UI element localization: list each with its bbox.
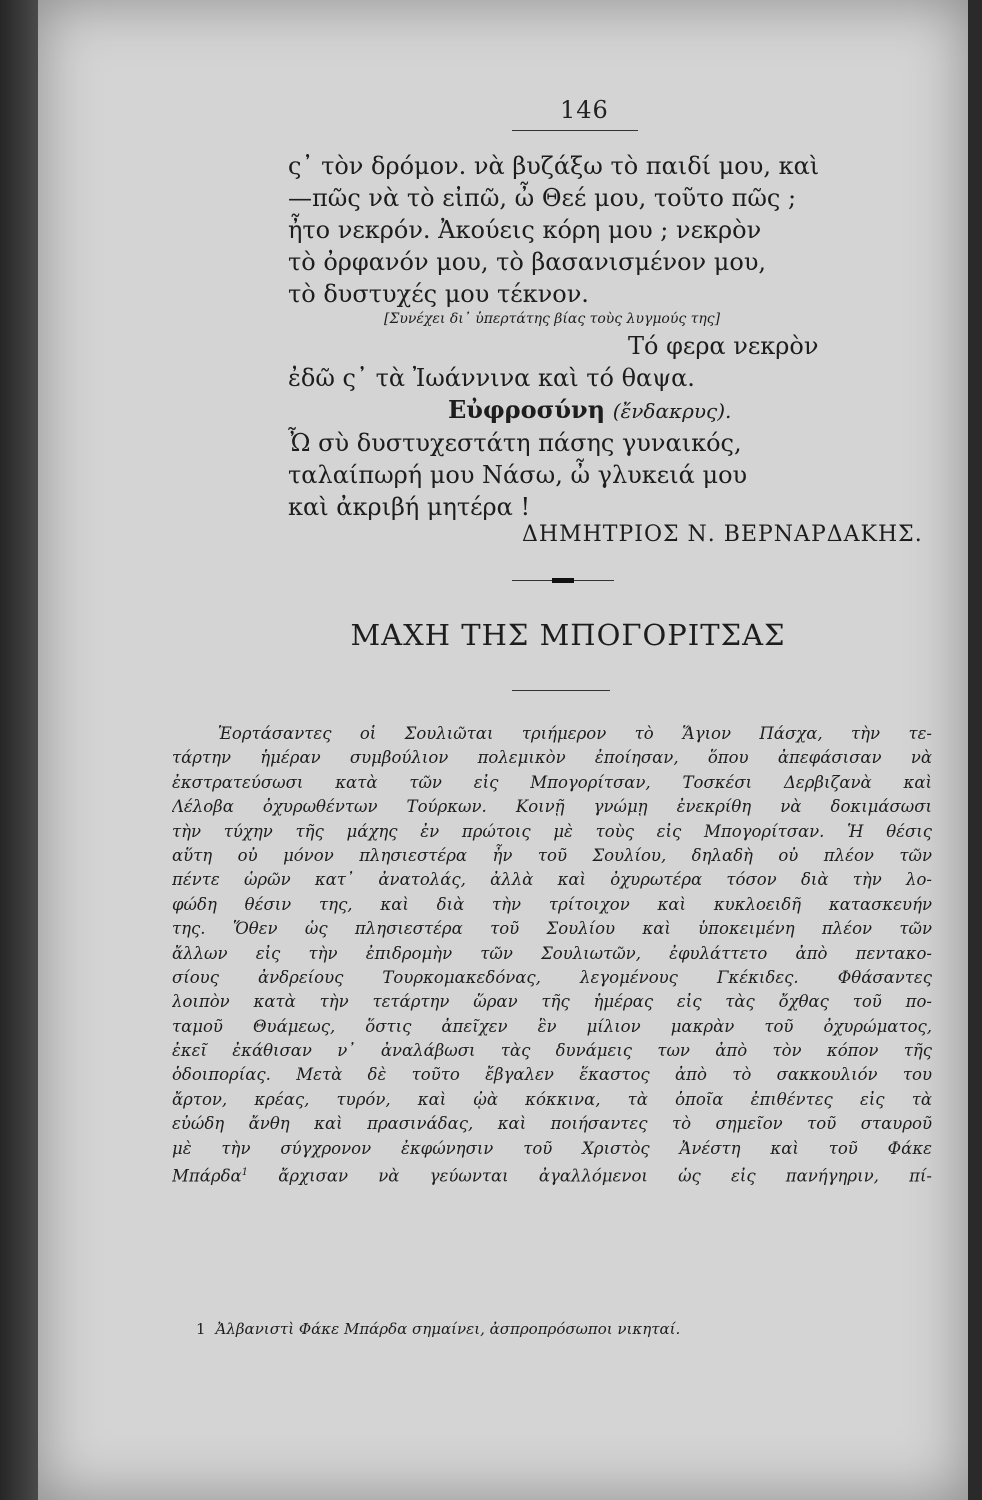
prose-line: ὁδοιπορίας. Μετὰ δὲ τοῦτο ἔβγαλεν ἕκαστος ἀπὸ τὸ σακκουλιόν του bbox=[172, 1065, 932, 1085]
speaker-name: Εὐφροσύνη bbox=[448, 395, 606, 424]
verse-line: ς᾽ τὸν δρόμον. νὰ βυζάξω τὸ παιδί μου, καὶ bbox=[288, 152, 820, 180]
prose-line: της. Ὅθεν ὡς πλησιεστέρα τοῦ Σουλίου καὶ ὑποκειμένη πλέον τῶν bbox=[172, 919, 932, 939]
prose-line: τάρτην ἡμέραν συμβούλιον πολεμικὸν ἐποίησαν, ὅπου ἀπεφάσισαν νὰ bbox=[172, 748, 932, 768]
page-left-shadow bbox=[0, 0, 38, 1500]
speaker-direction: (ἔνδακρυς). bbox=[612, 399, 732, 423]
verse-line-indented: Τό φερα νεκρὸν bbox=[628, 332, 819, 360]
page-number: 146 bbox=[560, 96, 609, 124]
ornament-bar bbox=[552, 578, 574, 583]
prose-line-last bbox=[172, 1161, 932, 1185]
prose-line: ἐκεῖ ἐκάθισαν ν᾽ ἀναλάβωσι τὰς δυνάμεις των ἀπὸ τὸν κόπον τῆς bbox=[172, 1041, 932, 1061]
verse-line: τὸ δυστυχές μου τέκνον. bbox=[288, 280, 589, 308]
title-underline bbox=[512, 690, 610, 691]
header-rule bbox=[512, 130, 638, 131]
footnote bbox=[196, 1320, 896, 1338]
verse-line: καὶ ἀκριβή μητέρα ! bbox=[288, 493, 531, 521]
footnote-reference[interactable]: 1 bbox=[241, 1167, 249, 1179]
verse-line: τὸ ὀρφανόν μου, τὸ βασανισμένον μου, bbox=[288, 248, 767, 276]
prose-emphasis: Μπάρδα bbox=[172, 1166, 242, 1186]
verse-line: ἐδῶ ς᾽ τὰ Ἰωάννινα καὶ τό θαψα. bbox=[288, 364, 695, 392]
prose-line: πέντε ὡρῶν κατ᾽ ἀνατολάς, ἀλλὰ καὶ ὀχυρωτέρα τόσον διὰ τὴν λο- bbox=[172, 870, 932, 890]
prose-line: Λέλοβα ὀχυρωθέντων Τούρκων. Κοινῇ γνώμῃ ἐνεκρίθη νὰ δοκιμάσωσι bbox=[172, 797, 932, 817]
footnote-number: 1 bbox=[196, 1320, 206, 1338]
prose-line: ταμοῦ Θυάμεως, ὅστις ἀπεῖχεν ἓν μίλιον μακρὰν τοῦ ὀχυρώματος, bbox=[172, 1016, 932, 1036]
prose-line: ἐκστρατεύσωσι κατὰ τῶν εἰς Μπογορίτσαν, Τοσκέσι Δερβιζανὰ καὶ bbox=[172, 772, 932, 792]
prose-line: ἄρτον, κρέας, τυρόν, καὶ ᾠὰ κόκκινα, τὰ ὁποῖα ἐπιθέντες εἰς τὰ bbox=[172, 1089, 932, 1109]
prose-line: φώδη θέσιν της, καὶ διὰ τὴν τρίτοιχον καὶ κυκλοειδῆ κατασκευήν bbox=[172, 894, 932, 914]
section-divider-ornament bbox=[512, 578, 614, 584]
verse-line: Ὦ σὺ δυστυχεστάτη πάσης γυναικός, bbox=[288, 429, 742, 457]
prose-line: τὴν τύχην τῆς μάχης ἐν πρώτοις μὲ τοὺς εἰς Μπογορίτσαν. Ἡ θέσις bbox=[172, 821, 932, 841]
prose-text: ἄρχισαν νὰ γεύωνται ἀγαλλόμενοι ὡς εἰς πανήγηριν, πί- bbox=[248, 1166, 932, 1186]
stage-direction: [Συνέχει δι᾽ ὑπερτάτης βίας τοὺς λυγμούς της] bbox=[384, 311, 721, 327]
verse-line: ταλαίπωρή μου Νάσω, ὦ γλυκειά μου bbox=[288, 461, 748, 489]
prose-line: μὲ τὴν σύγχρονον ἐκφώνησιν τοῦ Χριστὸς Ἀνέστη καὶ τοῦ Φάκε bbox=[172, 1138, 932, 1158]
prose-block bbox=[172, 722, 932, 1185]
section-title: ΜΑΧΗ ΤΗΣ ΜΠΟΓΟΡΙΤΣΑΣ bbox=[350, 618, 786, 652]
verse-line: ἦτο νεκρόν. Ἀκούεις κόρη μου ; νεκρὸν bbox=[288, 216, 762, 244]
prose-line: εὐώδη ἄνθη καὶ πρασινάδας, καὶ ποιήσαντες τὸ σημεῖον τοῦ σταυροῦ bbox=[172, 1114, 932, 1134]
speaker-line bbox=[288, 394, 848, 427]
page-right-edge bbox=[968, 0, 982, 1500]
prose-line: Ἑορτάσαντες οἱ Σουλιῶται τριήμερον τὸ Ἅγιον Πάσχα, τὴν τε- bbox=[218, 724, 932, 743]
prose-line: λοιπὸν κατὰ τὴν τετάρτην ὥραν τῆς ἡμέρας εἰς τὰς ὄχθας τοῦ πο- bbox=[172, 992, 932, 1012]
footnote-text: Ἀλβανιστὶ Φάκε Μπάρδα σημαίνει, ἀσπροπρόσωποι νικηταί. bbox=[215, 1320, 681, 1338]
verse-block bbox=[288, 150, 848, 523]
prose-line: ἄλλων εἰς τὴν ἐπιδρομὴν τῶν Σουλιωτῶν, ἐφυλάττετο ἀπὸ πεντακο- bbox=[172, 943, 932, 963]
author-signature: ΔΗΜΗΤΡΙΟΣ Ν. ΒΕΡΝΑΡΔΑΚΗΣ. bbox=[522, 522, 923, 547]
prose-line: αὕτη οὐ μόνον πλησιεστέρα ἦν τοῦ Σουλίου, δηλαδὴ οὐ πλέον τῶν bbox=[172, 845, 932, 865]
prose-line: σίους ἀνδρείους Τουρκομακεδόνας, λεγομένους Γκέκιδες. Φθάσαντες bbox=[172, 967, 932, 987]
verse-line: —πῶς νὰ τὸ εἰπῶ, ὦ Θεέ μου, τοῦτο πῶς ; bbox=[288, 184, 797, 212]
